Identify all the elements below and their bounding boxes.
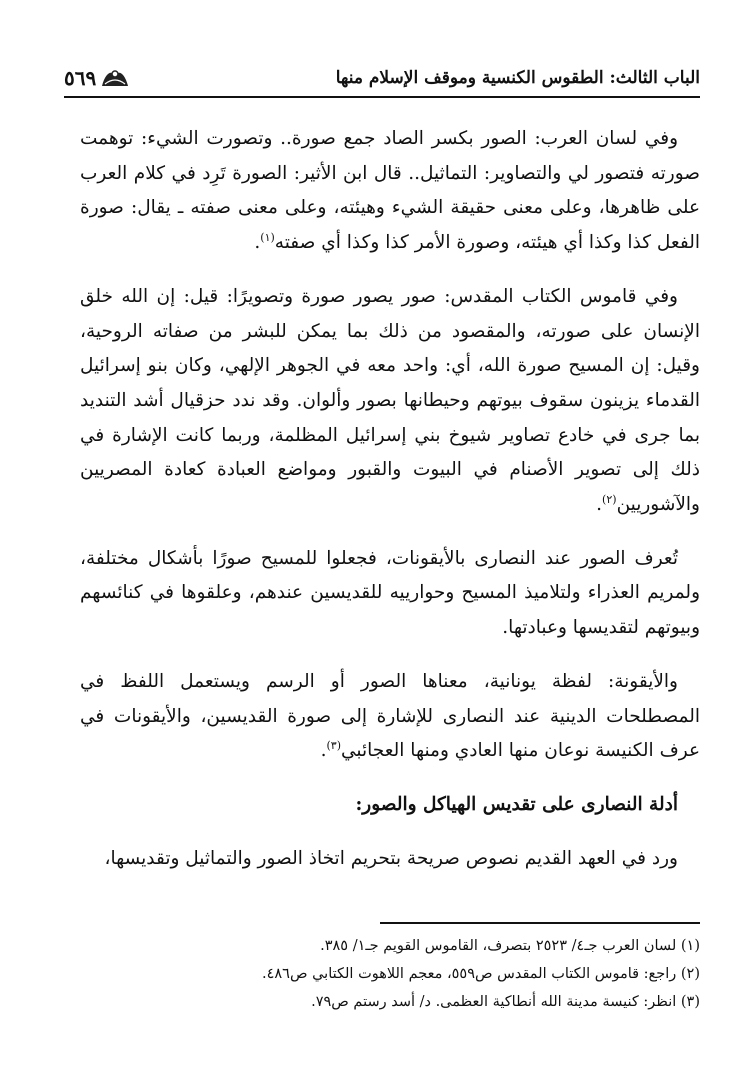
running-header [64,62,700,94]
ornament-icon [100,66,130,90]
page-number-block [64,66,130,90]
footnote-ref[interactable]: (٢) [602,492,617,506]
main-text [80,122,700,895]
footnote: (٢) راجع: قاموس الكتاب المقدس ص٥٥٩، معجم اللاهوت الكتابي ص٤٨٦. [261,966,700,982]
chapter-title: الباب الثالث: الطقوس الكنسية وموقف الإسلام منها [335,68,700,88]
footnote: (١) لسان العرب جـ٤/ ٢٥٢٣ بتصرف، القاموس القويم جـ١/ ٣٨٥. [320,938,700,954]
section-heading: أدلة النصارى على تقديس الهياكل والصور: [355,793,678,815]
footnote-separator [380,922,700,924]
paragraph: وفي قاموس الكتاب المقدس: صور يصور صورة وتصويرًا: قيل: إن الله خلق الإنسان على صورته، والمقصود من ذلك بما يمكن للبشر من صفاته الروحية، وقيل: إن المسيح صورة الله، أي: واحد معه في الجوهر الإلهي، وكان بنو إسرائيل القدماء يزينون سقوف بيوتهم وحيطانها بصور وألوان. وقد ندد حزقيال أشد التنديد بما جرى في خادع تصاوير شيوخ بني إسرائيل المظلمة، وربما كانت الإشارة في ذلك إلى تصوير الأصنام في البيوت والقبور ومواضع العبادة كعادة المصريين والآشوريين$^{(٢)}$. [80,285,700,516]
header-rule [64,96,700,98]
paragraph: ورد في العهد القديم نصوص صريحة بتحريم اتخاذ الصور والتماثيل وتقديسها، [104,847,678,869]
page-number: ٥٦٩ [64,66,97,90]
footnote: (٣) انظر: كنيسة مدينة الله أنطاكية العظمى. د/ أسد رستم ص٧٩. [311,994,700,1010]
footnote-ref[interactable]: (١) [260,230,275,244]
paragraph: وفي لسان العرب: الصور بكسر الصاد جمع صورة.. وتصورت الشيء: توهمت صورته فتصور لي والتصاوير: التماثيل.. قال ابن الأثير: الصورة تَرِد في كلام العرب على ظاهرها، وعلى معنى حقيقة الشيء وهيئته، وعلى معنى صفته ـ يقال: صورة الفعل كذا وكذا أي هيئته، وصورة الأمر كذا وكذا أي صفته$^{(١)}$. [80,128,700,254]
paragraph: والأيقونة: لفظة يونانية، معناها الصور أو الرسم ويستعمل اللفظ في المصطلحات الدينية عند النصارى للإشارة إلى صورة القديسين، والأيقونات في عرف الكنيسة نوعان منها العادي ومنها العجائبي$^{(٣)}$. [80,670,700,762]
footnotes [80,932,700,1016]
footnote-ref[interactable]: (٣) [326,739,341,753]
paragraph: تُعرف الصور عند النصارى بالأيقونات، فجعلوا للمسيح صورًا بأشكال مختلفة، ولمريم العذراء ولتلاميذ المسيح وحوارييه للقديسين عندهم، وعلقوها في كنائسهم وبيوتهم لتقديسها وعبادتها. [80,547,700,639]
